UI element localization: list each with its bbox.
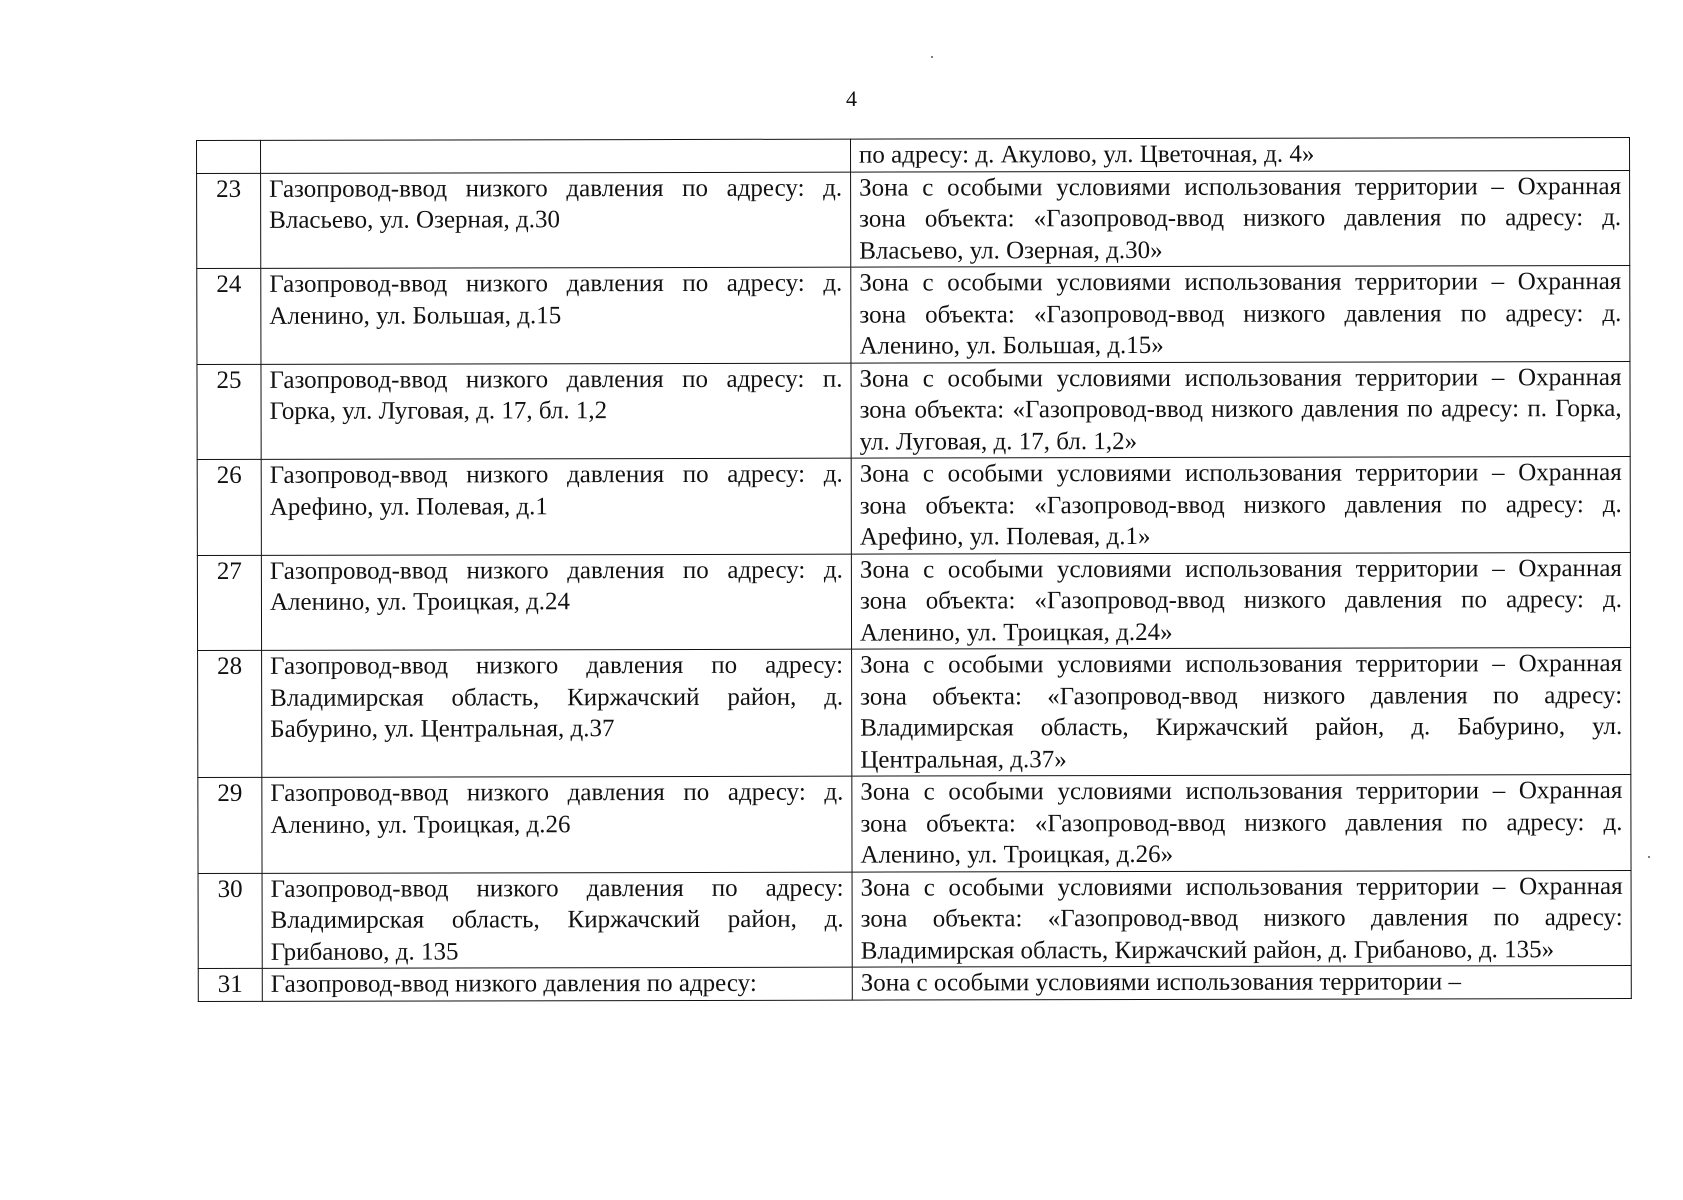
page-number: 4 bbox=[846, 86, 857, 111]
object-cell: Газопровод-ввод низкого давления по адресу: п. Горка, ул. Луговая, д. 17, бл. 1,2 bbox=[261, 363, 851, 460]
table-row bbox=[198, 647, 1631, 777]
row-number: 28 bbox=[198, 650, 262, 777]
row-number: 29 bbox=[198, 777, 262, 873]
row-number: 26 bbox=[197, 459, 261, 555]
object-cell: Газопровод-ввод низкого давления по адресу: Владимирская область, Киржачский район, д. Бабурино, ул. Центральная, д.37 bbox=[262, 649, 852, 777]
table-body bbox=[197, 137, 1632, 1000]
zone-cell: Зона с особыми условиями использования территории – Охранная зона объекта: «Газопровод-ввод низкого давления по адресу: Владимирская область, Киржачский район, д. Грибаново, д. 135» bbox=[852, 870, 1631, 967]
row-number: 23 bbox=[197, 173, 261, 269]
zone-cell: Зона с особыми условиями использования территории – Охранная зона объекта: «Газопровод-ввод низкого давления по адресу: д. Власьево, ул. Озерная, д.30» bbox=[851, 170, 1630, 267]
row-number: 30 bbox=[198, 873, 262, 969]
object-cell: Газопровод-ввод низкого давления по адресу: bbox=[262, 967, 852, 1001]
object-cell: Газопровод-ввод низкого давления по адресу: д. Арефино, ул. Полевая, д.1 bbox=[261, 458, 851, 555]
object-cell bbox=[261, 139, 851, 173]
table-row bbox=[198, 965, 1631, 1001]
object-cell: Газопровод-ввод низкого давления по адресу: Владимирская область, Киржачский район, д. Грибаново, д. 135 bbox=[262, 872, 852, 969]
zone-cell: Зона с особыми условиями использования территории – Охранная зона объекта: «Газопровод-ввод низкого давления по адресу: д. Аленино, ул. Большая, д.15» bbox=[851, 265, 1630, 362]
row-number: 27 bbox=[197, 555, 261, 651]
zone-cell: Зона с особыми условиями использования территории – Охранная зона объекта: «Газопровод-ввод низкого давления по адресу: п. Горка, ул. Луговая, д. 17, бл. 1,2» bbox=[851, 361, 1630, 458]
scan-speck bbox=[1648, 856, 1650, 858]
table-row bbox=[197, 170, 1630, 269]
zone-cell: Зона с особыми условиями использования территории – Охранная зона объекта: «Газопровод-ввод низкого давления по адресу: Владимирская область, Киржачский район, д. Бабурино, ул. Центральная, д.37» bbox=[852, 647, 1631, 776]
document-table bbox=[196, 137, 1632, 1002]
zone-cell: Зона с особыми условиями использования территории – Охранная зона объекта: «Газопровод-ввод низкого давления по адресу: д. Аленино, ул. Троицкая, д.24» bbox=[851, 552, 1630, 649]
object-cell: Газопровод-ввод низкого давления по адресу: д. Аленино, ул. Троицкая, д.26 bbox=[262, 776, 852, 873]
table-row bbox=[197, 552, 1630, 651]
object-cell: Газопровод-ввод низкого давления по адресу: д. Аленино, ул. Большая, д.15 bbox=[261, 267, 851, 364]
object-cell: Газопровод-ввод низкого давления по адресу: д. Власьево, ул. Озерная, д.30 bbox=[261, 172, 851, 269]
table-row bbox=[197, 137, 1630, 173]
table-row bbox=[197, 361, 1630, 460]
zone-cell: Зона с особыми условиями использования территории – bbox=[852, 965, 1631, 999]
zone-cell: Зона с особыми условиями использования территории – Охранная зона объекта: «Газопровод-ввод низкого давления по адресу: д. Аленино, ул. Троицкая, д.26» bbox=[852, 774, 1631, 871]
zone-cell: по адресу: д. Акулово, ул. Цветочная, д. 4» bbox=[850, 137, 1629, 171]
table-row bbox=[197, 265, 1630, 364]
scan-speck bbox=[931, 56, 933, 58]
table-row bbox=[198, 870, 1631, 969]
row-number: 31 bbox=[198, 968, 262, 1001]
zone-cell: Зона с особыми условиями использования территории – Охранная зона объекта: «Газопровод-ввод низкого давления по адресу: д. Арефино, ул. Полевая, д.1» bbox=[851, 456, 1630, 553]
row-number: 24 bbox=[197, 268, 261, 364]
row-number: 25 bbox=[197, 364, 261, 460]
table-row bbox=[198, 774, 1631, 873]
table-row bbox=[197, 456, 1630, 555]
object-cell: Газопровод-ввод низкого давления по адресу: д. Аленино, ул. Троицкая, д.24 bbox=[261, 554, 851, 651]
row-number bbox=[197, 140, 261, 173]
